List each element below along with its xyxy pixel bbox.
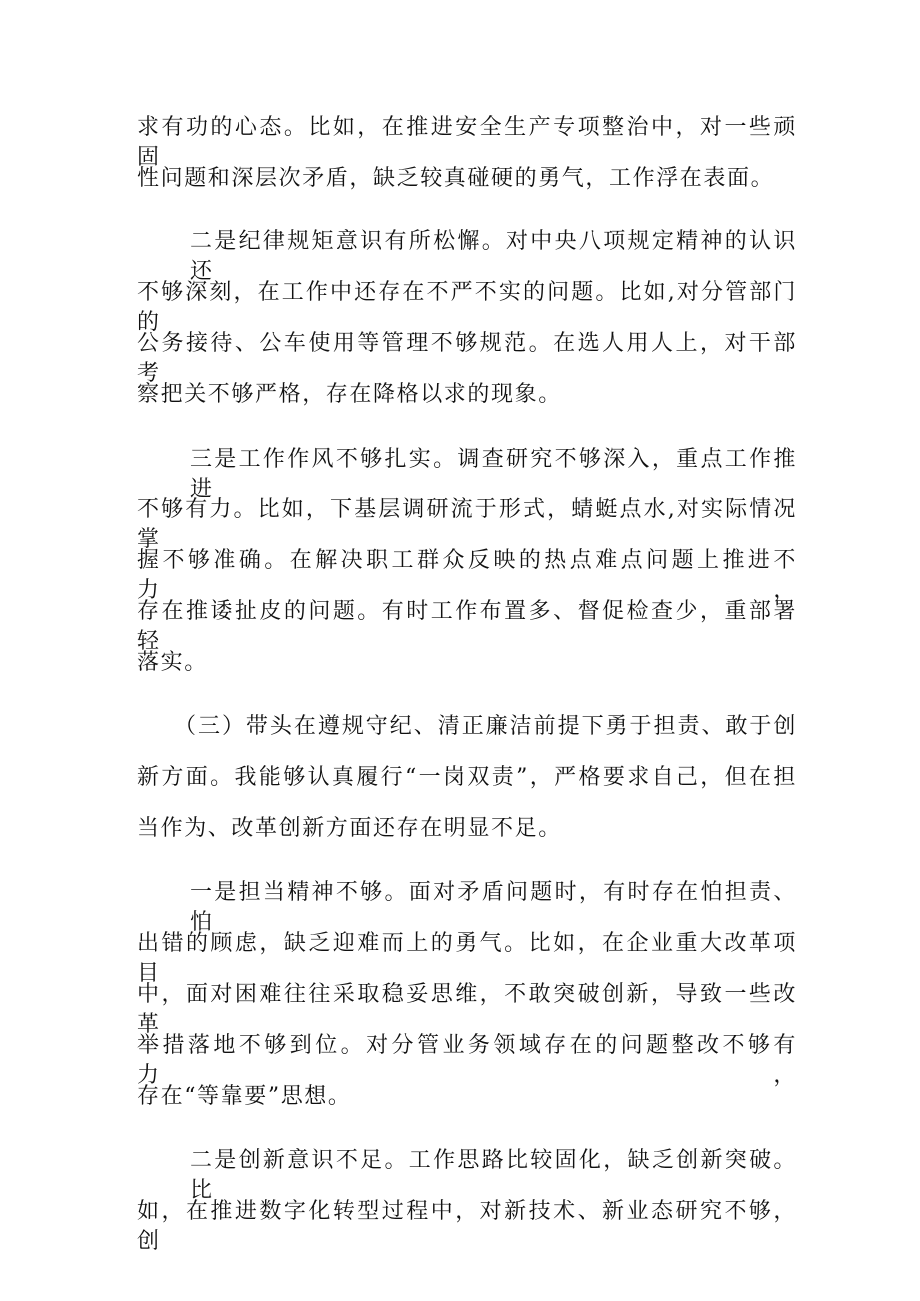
paragraph-3-line-2: 不够有力。比如，下基层调研流于形式，蜻蜓点水,对实际情况掌 xyxy=(137,497,797,552)
paragraph-3-line-3: 握不够准确。在解决职工群众反映的热点难点问题上推进不力， xyxy=(137,548,797,603)
paragraph-4-line-2: 新方面。我能够认真履行“一岗双责”，严格要求自己，但在担 xyxy=(137,765,797,790)
paragraph-2-line-1: 二是纪律规矩意识有所松懈。对中央八项规定精神的认识还 xyxy=(190,229,797,284)
paragraph-2-line-4: 察把关不够严格，存在降格以求的现象。 xyxy=(137,382,562,407)
paragraph-5-line-4: 举措落地不够到位。对分管业务领域存在的问题整改不够有力， xyxy=(137,1033,797,1088)
paragraph-3-line-4: 存在推诿扯皮的问题。有时工作布置多、督促检查少，重部署轻 xyxy=(137,599,797,654)
paragraph-3-line-5: 落实。 xyxy=(137,650,208,675)
paragraph-6-line-1: 二是创新意识不足。工作思路比较固化，缺乏创新突破。比 xyxy=(190,1148,797,1203)
paragraph-4-line-3: 当作为、改革创新方面还存在明显不足。 xyxy=(137,816,562,841)
paragraph-5-line-1: 一是担当精神不够。面对矛盾问题时，有时存在怕担责、怕 xyxy=(190,880,797,935)
paragraph-2-line-3: 公务接待、公车使用等管理不够规范。在选人用人上，对干部考 xyxy=(137,331,797,386)
paragraph-5-line-5: 存在“等靠要”思想。 xyxy=(137,1084,352,1109)
paragraph-1-line-1: 求有功的心态。比如，在推进安全生产专项整治中，对一些顽固 xyxy=(137,115,797,170)
paragraph-4-line-1: （三）带头在遵规守纪、清正廉洁前提下勇于担责、敢于创 xyxy=(174,714,797,739)
paragraph-6-line-2: 如，在推进数字化转型过程中，对新技术、新业态研究不够，创 xyxy=(137,1199,797,1254)
paragraph-5-line-3: 中，面对困难往往采取稳妥思维，不敢突破创新，导致一些改革 xyxy=(137,982,797,1037)
paragraph-3-line-1: 三是工作作风不够扎实。调查研究不够深入，重点工作推进 xyxy=(190,447,797,502)
paragraph-1-line-2: 性问题和深层次矛盾，缺乏较真碰硬的勇气，工作浮在表面。 xyxy=(137,166,775,191)
paragraph-5-line-2: 出错的顾虑，缺乏迎难而上的勇气。比如，在企业重大改革项目 xyxy=(137,931,797,986)
paragraph-2-line-2: 不够深刻，在工作中还存在不严不实的问题。比如,对分管部门的 xyxy=(137,280,797,335)
